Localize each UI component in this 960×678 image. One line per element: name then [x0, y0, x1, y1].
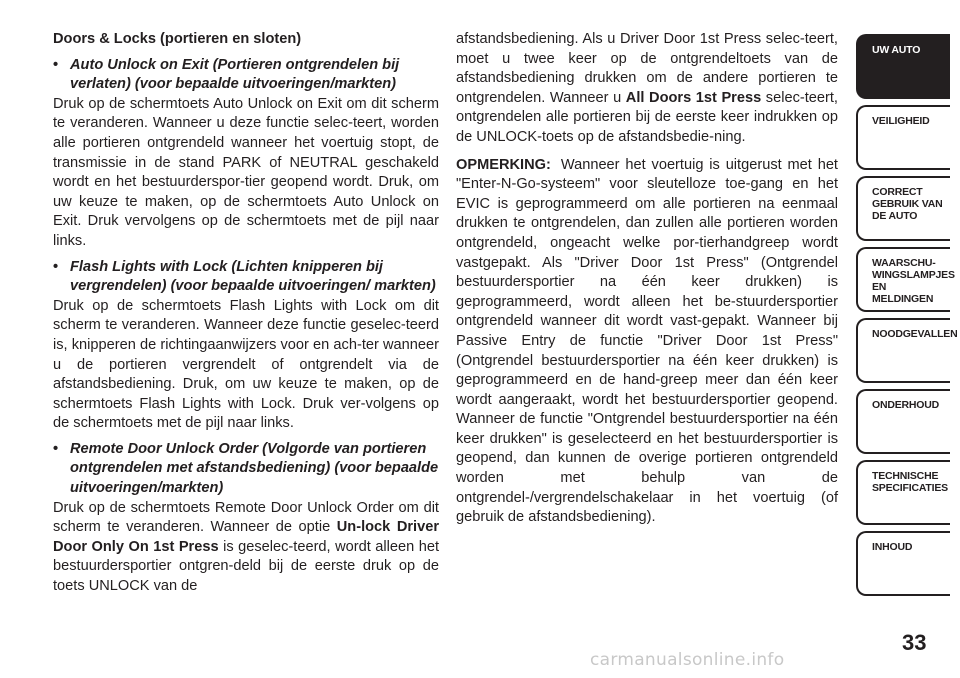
tab-label: INHOUD [872, 541, 913, 553]
watermark: carmanualsonline.info [590, 650, 785, 670]
option-name-all-doors: All Doors 1st Press [625, 89, 762, 106]
tab-label: WAARSCHU- [872, 257, 936, 269]
tab-label: UW AUTO [872, 44, 921, 56]
tab-label: GEBRUIK VAN [872, 198, 943, 210]
bullet-title-flash-lights: • Flash Lights with Lock (Lichten knipperen bij vergrendelen) (voor bepaalde uitvoeringen/ markten) [53, 258, 439, 297]
paragraph-remote-unlock-order [53, 499, 439, 597]
tab-label: CORRECT [872, 186, 923, 198]
text-run: afstandsbediening. Als u Driver Door 1st Press selec-teert, moet u twee keer op de ontgrendeltoets van de afstandsbediening drukken om de andere portieren te ontgrendelen. Wanneer u [456, 31, 838, 106]
tab-label: SPECIFICATIES [872, 482, 948, 494]
note-label: OPMERKING: [456, 156, 551, 173]
text-run: Druk op de schermtoets Remote Door Unlock Order om dit scherm te veranderen. Wanneer de optie [53, 499, 439, 536]
tab-waarschuwingslampjes[interactable] [856, 247, 955, 312]
tab-inhoud[interactable] [856, 531, 950, 596]
left-column [53, 30, 439, 597]
paragraph-flash-lights: Druk op de schermtoets Flash Lights with Lock om dit scherm te veranderen. Wanneer deze functie geselec-teerd is, knipperen de richtingaanwijzers voor en ach-ter wanneer u de portieren vergrendelt of ontgrendelt via de afstandsbediening. Druk, om uw keuze te maken, op de schermtoets Flash Lights with Lock. Druk ver-volgens op de schermtoets met de pijl naar links. [53, 297, 439, 432]
tab-technische-specificaties[interactable] [856, 460, 950, 525]
page-number: 33 [902, 630, 927, 655]
bullet-title-remote-unlock-order: • Remote Door Unlock Order (Volgorde van portieren ontgrendelen met afstandsbediening) (voor bepaalde uitvoeringen/markten) [53, 440, 439, 499]
tab-noodgevallen[interactable] [856, 318, 958, 383]
tab-label: NOODGEVALLEN [872, 328, 958, 340]
note-paragraph [456, 156, 838, 528]
tab-veiligheid[interactable] [856, 105, 950, 170]
tab-uw-auto[interactable] [856, 34, 950, 99]
text-run: selec-teert, ontgrendelen alle portieren bij de eerste keer indrukken op de UNLOCK-toets op de afstandsbedie-ning. [456, 89, 838, 145]
chapter-tab-strip [856, 34, 958, 596]
tab-onderhoud[interactable] [856, 389, 950, 454]
note-text: Wanneer het voertuig is uitgerust met het "Enter-N-Go-systeem" voor sleutelloze toe-gang en het EVIC is geprogrammeerd om alle portieren na eenmaal drukken te ontgrendelen, dan zullen alle portieren worden ontgrendeld, ongeacht welke por-tierhandgreep wordt vastgepakt. Als "Driver Door 1st Press" (Ontgrendel bestuurdersportier na één keer drukken) is geprogrammeerd, wordt alleen het be-stuurdersportier ontgrendeld wanneer dit wordt vast-gepakt. Wanneer bij Passive Entry de functie "Driver Door 1st Press" (Ontgrendel bestuurdersportier na één keer drukken) is geprogrammeerd en de hand-greep meer dan één keer wordt aangeraakt, wordt het bestuurdersportier geopend. Wanneer de functie "Ontgrendel bestuurdersportier na één keer drukken" is geselecteerd en het bestuurdersportier is geopend, dan kunnen de overige portieren ontgrendeld worden met behulp van de ontgrendel-/vergrendelschakelaar in het voertuig (of gebruik de afstandsbediening). [456, 156, 838, 526]
tab-label: EN MELDINGEN [872, 281, 934, 305]
option-name-driver-door-only: Un-lock Driver Door Only On 1st Press [53, 519, 439, 555]
section-heading: Doors & Locks (portieren en sloten) [53, 31, 302, 47]
tab-label: TECHNISCHE [872, 470, 939, 482]
paragraph-auto-unlock: Druk op de schermtoets Auto Unlock on Exit om dit scherm te veranderen. Wanneer u deze functie selec-teert, worden alle portieren ontgrendeld wanneer het voertuig stopt, de transmissie in de stand PARK of NEUTRAL geschakeld wordt en het bestuurderspor-tier geopend wordt. Druk, om uw keuze te maken, op de schermtoets Auto Unlock on Exit. Druk vervolgens op de schermtoets met de pijl naar links. [53, 95, 439, 249]
right-column [456, 30, 838, 528]
tab-label: ONDERHOUD [872, 399, 940, 411]
tab-label: DE AUTO [872, 210, 918, 222]
tab-label: VEILIGHEID [872, 115, 930, 127]
tab-correct-gebruik[interactable] [856, 176, 950, 241]
paragraph-continuation [456, 30, 838, 148]
bullet-title-auto-unlock: • Auto Unlock on Exit (Portieren ontgrendelen bij verlaten) (voor bepaalde uitvoeringen/markten) [53, 56, 439, 95]
tab-label: WINGSLAMPJES [872, 269, 955, 281]
text-run: is geselec-teerd, wordt alleen het bestuurdersportier ontgren-deld bij de eerste druk op de toets UNLOCK van de [53, 538, 440, 595]
